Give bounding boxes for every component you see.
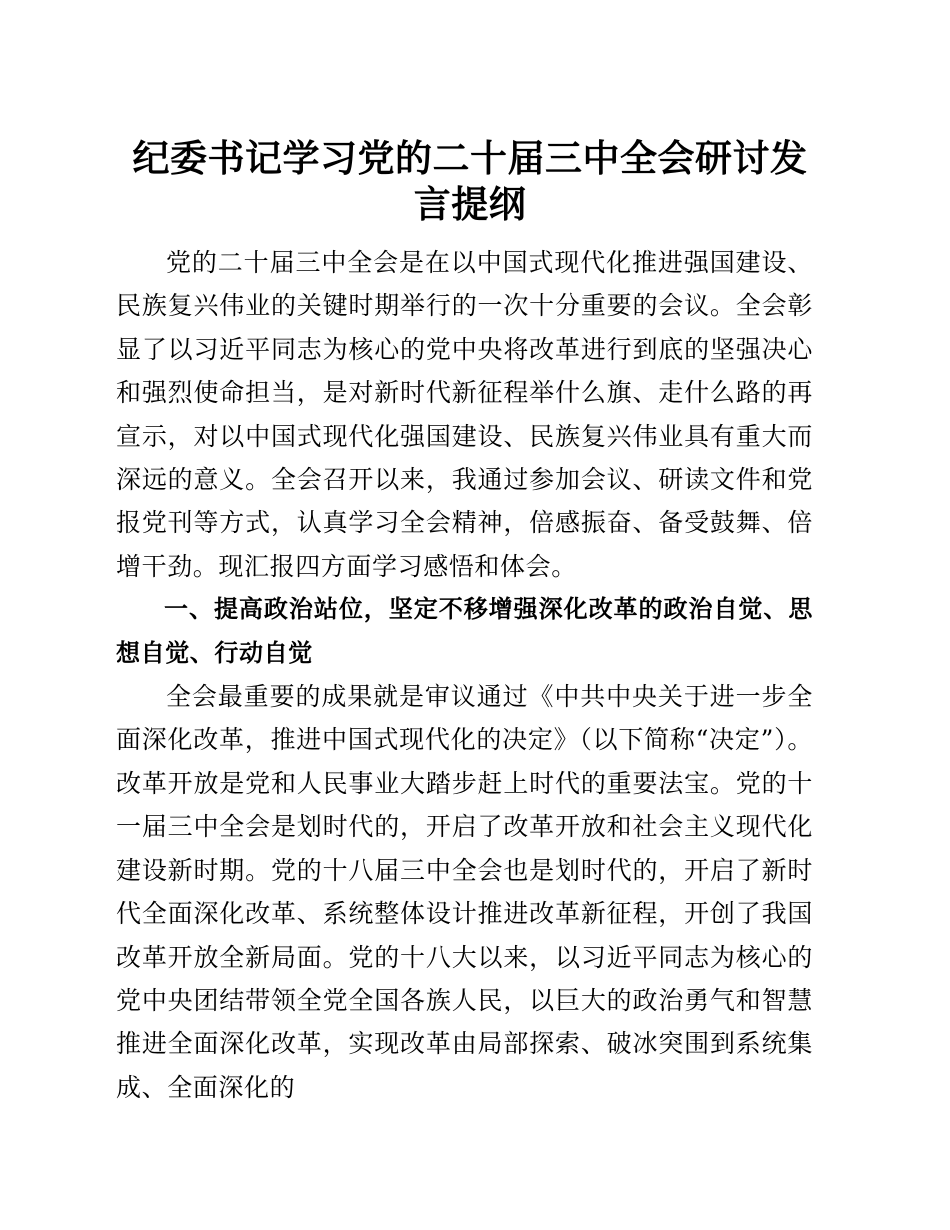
section-1-heading: 一、提高政治站位，坚定不移增强深化改革的政治自觉、思想自觉、行动自觉 xyxy=(116,595,813,667)
document-body xyxy=(116,241,813,1109)
section-1-paragraph: 全会最重要的成果就是审议通过《中共中央关于进一步全面深化改革，推进中国式现代化的决定》（以下简称“决定”）。改革开放是党和人民事业大踏步赶上时代的重要法宝。党的十一届三中全会是划时代的，开启了改革开放和社会主义现代化建设新时期。党的十八届三中全会也是划时代的，开启了新时代全面深化改革、系统整体设计推进改革新征程，开创了我国改革开放全新局面。党的十八大以来，以习近平同志为核心的党中央团结带领全党全国各族人民，以巨大的政治勇气和智慧推进全面深化改革，实现改革由局部探索、破冰突围到系统集成、全面深化的 xyxy=(116,682,813,1102)
document-title: 纪委书记学习党的二十届三中全会研讨发言提纲 xyxy=(132,136,808,226)
intro-paragraph: 党的二十届三中全会是在以中国式现代化推进强国建设、民族复兴伟业的关键时期举行的一次十分重要的会议。全会彰显了以习近平同志为核心的党中央将改革进行到底的坚强决心和强烈使命担当，是对新时代新征程举什么旗、走什么路的再宣示，对以中国式现代化强国建设、民族复兴伟业具有重大而深远的意义。全会召开以来，我通过参加会议、研读文件和党报党刊等方式，认真学习全会精神，倍感振奋、备受鼓舞、倍增干劲。现汇报四方面学习感悟和体会。 xyxy=(116,248,813,581)
